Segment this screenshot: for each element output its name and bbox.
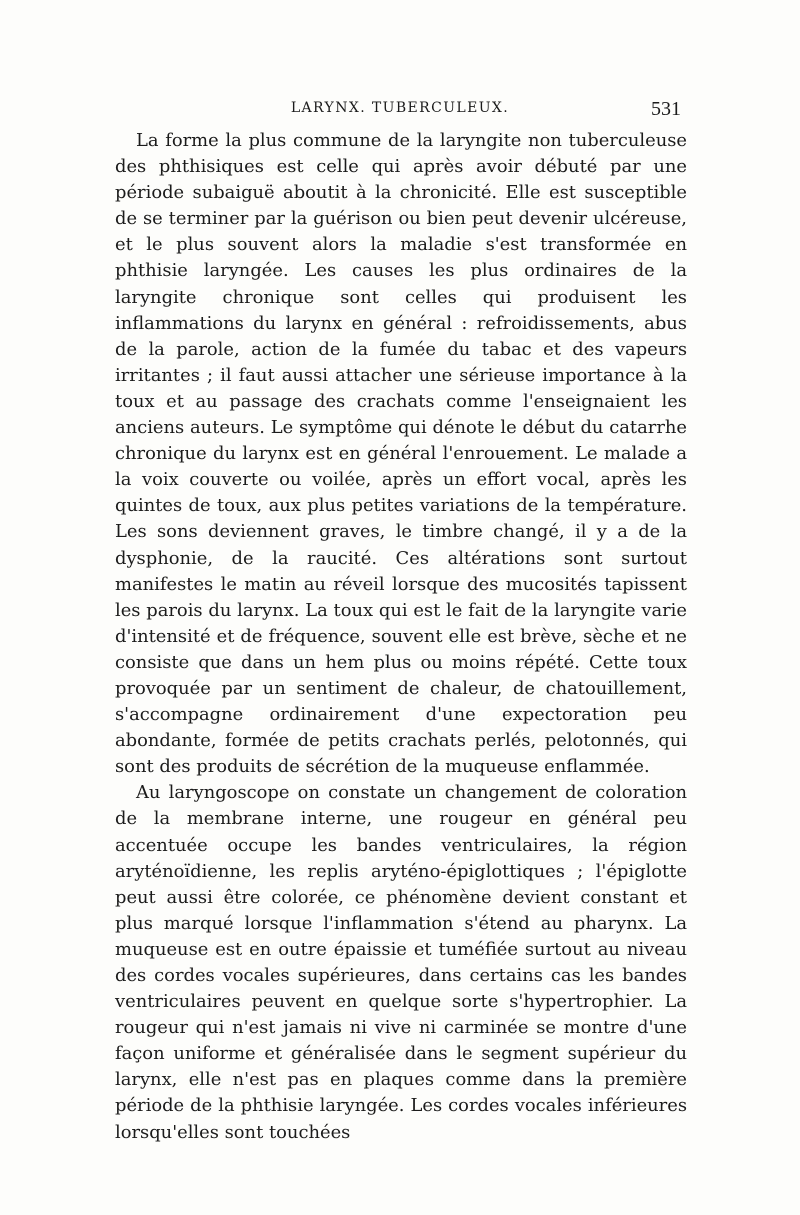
running-header [115, 98, 685, 124]
running-title: LARYNX. TUBERCULEUX. [290, 100, 510, 116]
paragraph-1: La forme la plus commune de la laryngite non tuberculeuse des phthisiques est celle qui après avoir débuté par une période subaiguë aboutit à la chronicité. Elle est susceptible de se terminer par la guérison ou bien peut devenir ulcéreuse, et le plus souvent alors la maladie s'est transformée en phthisie laryngée. Les causes les plus ordinaires de la laryngite chronique sont celles qui produisent les inflammations du larynx en général : refroidissements, abus de la parole, action de la fumée du tabac et des vapeurs irritantes ; il faut aussi attacher une sérieuse importance à la toux et au passage des crachats comme l'enseignaient les anciens auteurs. Le symptôme qui dénote le début du catarrhe chronique du larynx est en général l'enrouement. Le malade a la voix couverte ou voilée, après un effort vocal, après les quintes de toux, aux plus petites variations de la température. Les sons deviennent graves, le timbre changé, il y a de la dysphonie, de la raucité. Ces altérations sont surtout manifestes le matin au réveil lorsque des mucosités tapissent les parois du larynx. La toux qui est le fait de la laryngite varie d'intensité et de fréquence, souvent elle est brève, sèche et ne consiste que dans un hem plus ou moins répété. Cette toux provoquée par un sentiment de chaleur, de chatouillement, s'accompagne ordinairement d'une expectoration peu abondante, formée de petits crachats perlés, pelotonnés, qui sont des produits de sécrétion de la muqueuse enflammée. [115, 130, 687, 778]
page-number: 531 [651, 98, 681, 120]
body-text [115, 128, 687, 1146]
paragraph-2: Au laryngoscope on constate un changement de coloration de la membrane interne, une rougeur en général peu accentuée occupe les bandes ventriculaires, la région aryténoïdienne, les replis aryténo-épiglottiques ; l'épiglotte peut aussi être colorée, ce phénomène devient constant et plus marqué lorsque l'inflammation s'étend au pharynx. La muqueuse est en outre épaissie et tuméfiée surtout au niveau des cordes vocales supérieures, dans certains cas les bandes ventriculaires peuvent en quelque sorte s'hypertrophier. La rougeur qui n'est jamais ni vive ni carminée se montre d'une façon uniforme et généralisée dans le segment supérieur du larynx, elle n'est pas en plaques comme dans la première période de la phthisie laryngée. Les cordes vocales inférieures lorsqu'elles sont touchées [115, 782, 687, 1143]
